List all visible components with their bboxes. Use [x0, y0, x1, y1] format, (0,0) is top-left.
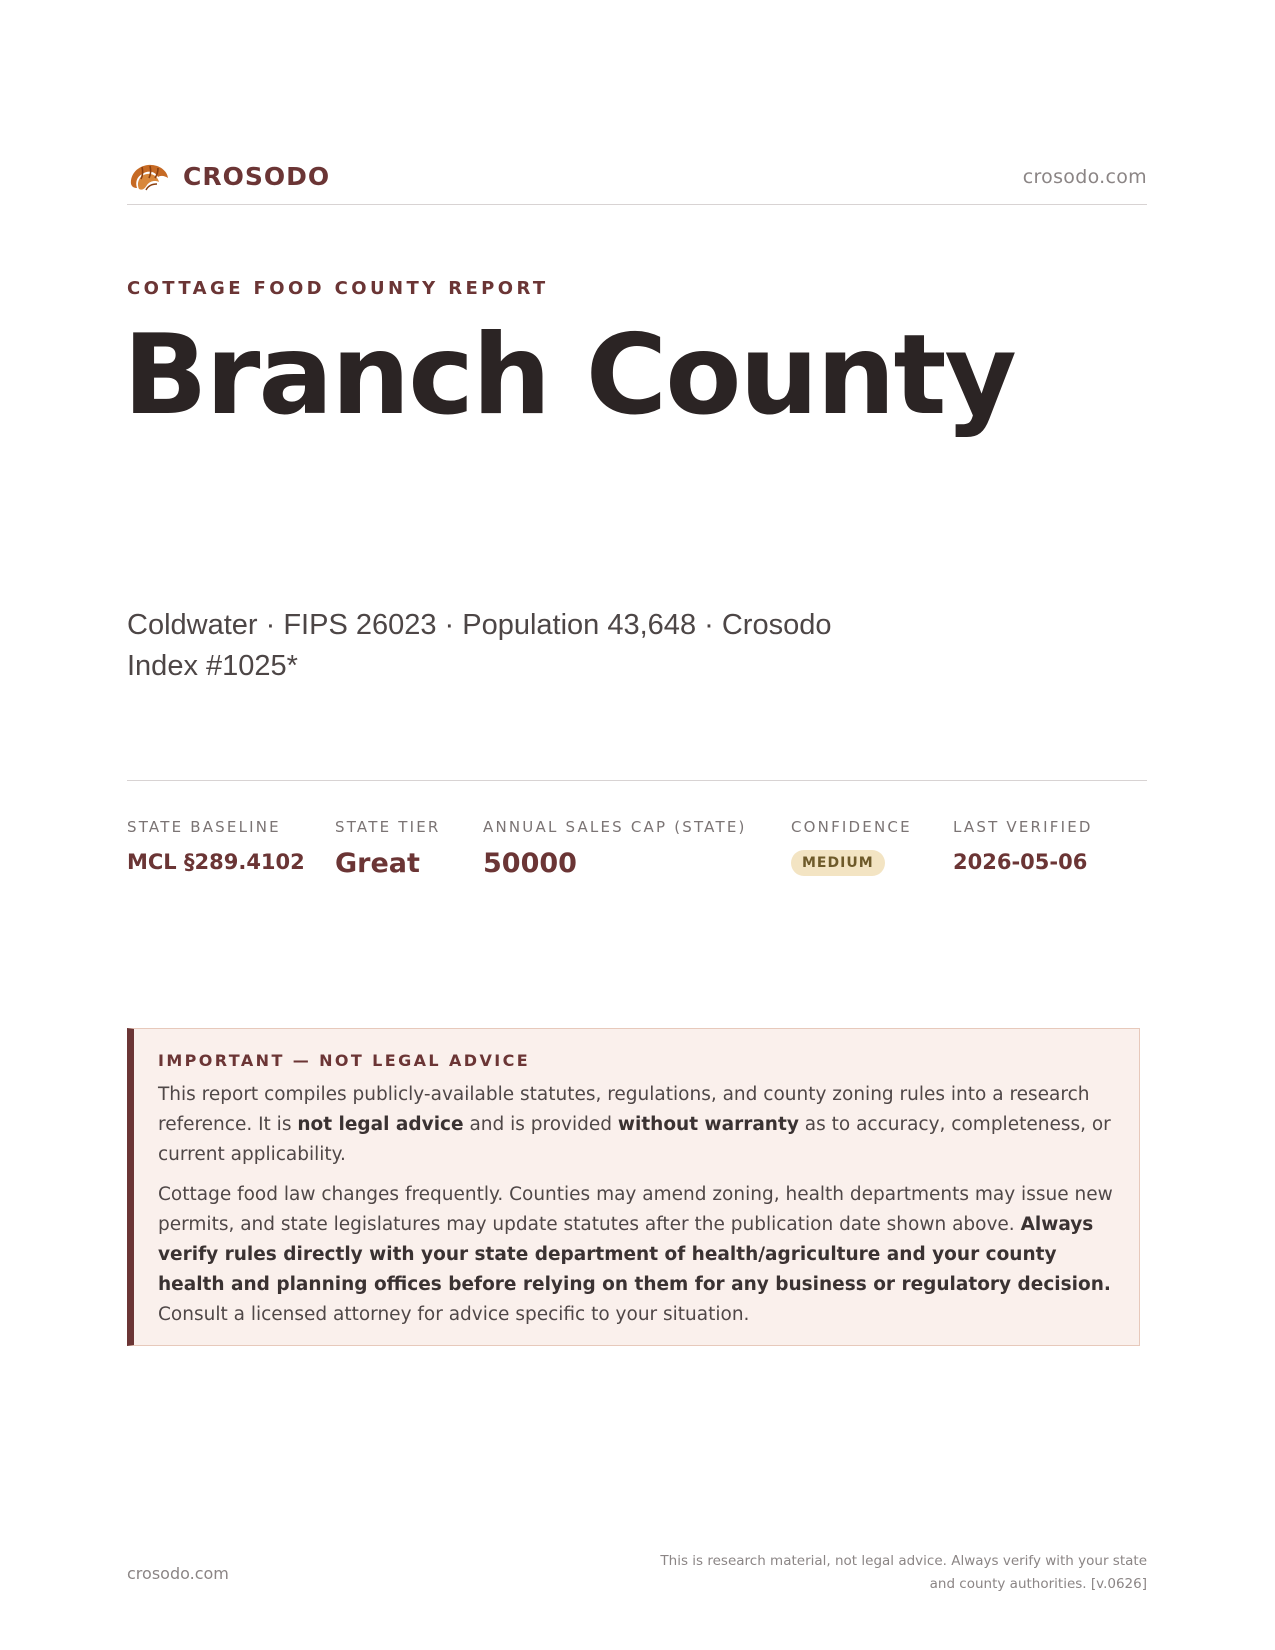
footer-site[interactable]: crosodo.com: [127, 1564, 229, 1583]
divider: [127, 780, 1147, 781]
county-meta: Coldwater · FIPS 26023 · Population 43,648 · Crosodo Index #1025*: [127, 609, 832, 682]
stat-state-tier: [335, 818, 441, 879]
report-page: [123, 0, 1147, 1650]
notice-emphasis: not legal advice: [297, 1114, 464, 1135]
stat-value: MCL §289.4102: [127, 850, 305, 874]
stat-value: 50000: [483, 848, 577, 879]
notice-emphasis: without warranty: [617, 1114, 799, 1135]
stat-label: STATE TIER: [335, 818, 441, 836]
croissant-icon: [128, 160, 170, 196]
notice-emphasis: Always verify rules directly with your state department of health/agriculture and your county health and planning offices before relying on them for any business or regulatory decision.: [158, 1214, 1111, 1295]
notice-text: as to accuracy, completeness, or current applicability.: [158, 1114, 1111, 1165]
stat-value: Great: [335, 848, 420, 879]
notice-text: Consult a licensed attorney for advice specific to your situation.: [158, 1304, 750, 1325]
footer-disclaimer-line: This is research material, not legal advice. Always verify with your state: [660, 1553, 1147, 1569]
notice-heading: IMPORTANT — NOT LEGAL ADVICE: [158, 1051, 531, 1070]
notice-paragraph: [158, 1080, 1113, 1170]
notice-text: Cottage food law changes frequently. Counties may amend zoning, health departments may issue new permits, and state legislatures may update statutes after the publication date shown above.: [158, 1184, 1113, 1235]
footer-disclaimer: [627, 1550, 1147, 1596]
stat-confidence: [791, 818, 912, 876]
stat-state-baseline: [127, 818, 305, 874]
report-eyebrow: COTTAGE FOOD COUNTY REPORT: [127, 278, 549, 299]
stat-label: LAST VERIFIED: [953, 818, 1093, 836]
notice-paragraph: [158, 1180, 1113, 1330]
stat-label: CONFIDENCE: [791, 818, 912, 836]
notice-text: and is provided: [463, 1114, 618, 1135]
stat-label: STATE BASELINE: [127, 818, 281, 836]
page-title: Branch County: [123, 311, 1015, 440]
stat-value: 2026-05-06: [953, 850, 1088, 874]
stat-annual-sales-cap: [483, 818, 747, 879]
footer-disclaimer-line: and county authorities. [v.0626]: [929, 1576, 1147, 1592]
legal-notice: [127, 1028, 1140, 1346]
stat-last-verified: [953, 818, 1093, 874]
notice-text: This report compiles publicly-available statutes, regulations, and county zoning rules into a research reference. It is: [158, 1084, 1090, 1135]
confidence-badge: MEDIUM: [791, 850, 885, 876]
brand-name: CROSODO: [183, 162, 331, 191]
stat-label: ANNUAL SALES CAP (STATE): [483, 818, 747, 836]
site-link[interactable]: crosodo.com: [1022, 166, 1147, 188]
page-header: [127, 158, 1147, 205]
